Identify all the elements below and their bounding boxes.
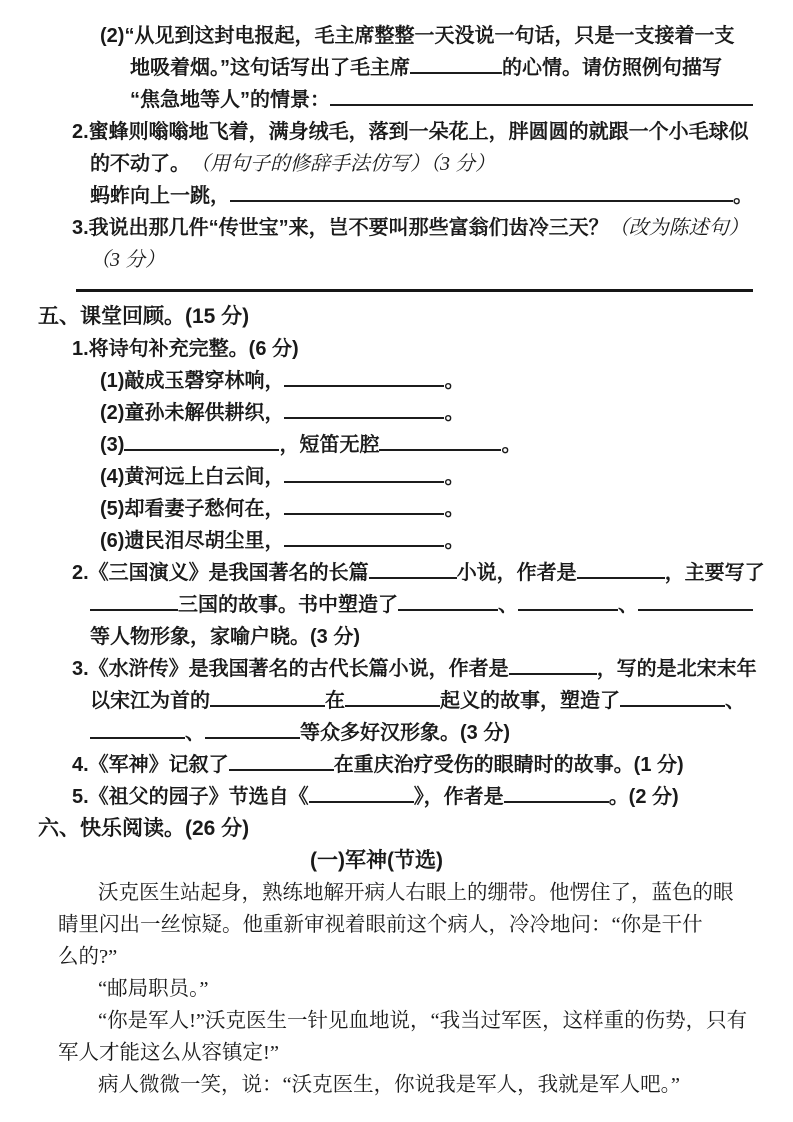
answer-blank[interactable] <box>284 497 444 515</box>
question-text: (4)黄河远上白云间， <box>100 466 285 488</box>
question-text: 在重庆治疗受伤的眼睛时的故事。(1 分) <box>333 754 684 776</box>
question-text: 5.《祖父的园子》节选自《 <box>72 786 309 808</box>
text-line <box>0 212 753 244</box>
question-text: 。 <box>444 466 465 488</box>
answer-blank[interactable] <box>284 369 444 387</box>
answer-blank[interactable] <box>509 657 597 675</box>
text-line <box>0 557 765 589</box>
question-text: 、 <box>185 722 205 744</box>
question-text: ，写的是北宋末年 <box>596 658 757 680</box>
question-text: 3.我说出那几件“传世宝”来，岂不要叫那些富翁们齿冷三天？ <box>72 217 609 239</box>
answer-blank[interactable] <box>620 689 725 707</box>
question-text: 五、课堂回顾。(15 分) <box>38 305 250 328</box>
text-line <box>0 397 753 429</box>
answer-blank[interactable] <box>309 785 414 803</box>
section-heading <box>0 813 753 845</box>
answer-blank[interactable] <box>90 593 178 611</box>
answer-blank[interactable] <box>638 593 753 611</box>
answer-blank[interactable] <box>410 56 502 74</box>
text-line <box>0 621 753 653</box>
question-text: 。 <box>733 185 753 207</box>
instruction-note: （用句子的修辞手法仿写）（3 分） <box>190 153 495 175</box>
question-text: (一)军神(节选) <box>310 849 443 872</box>
question-text: 军人才能这么从容镇定!” <box>58 1042 279 1064</box>
text-line <box>0 493 753 525</box>
question-text: 起义的故事，塑造了 <box>440 690 620 712</box>
text-line <box>0 909 753 941</box>
text-line <box>0 116 753 148</box>
answer-blank[interactable] <box>229 753 334 771</box>
question-text: 。 <box>444 530 465 552</box>
question-text: 蚂蚱向上一跳， <box>90 185 230 207</box>
text-line <box>0 877 753 909</box>
text-line <box>0 973 753 1005</box>
question-text: 么的?” <box>58 946 118 968</box>
answer-blank[interactable] <box>330 88 753 106</box>
question-text: 睛里闪出一丝惊疑。他重新审视着眼前这个病人，冷冷地问：“你是干什 <box>58 914 703 936</box>
question-text: 在 <box>325 690 345 712</box>
text-line <box>0 589 753 621</box>
question-text: “你是军人!”沃克医生一针见血地说，“我当过军医，这样重的伤势，只有 <box>98 1010 748 1032</box>
exam-content <box>0 20 765 1101</box>
text-line <box>0 180 753 212</box>
text-line <box>0 749 753 781</box>
text-line <box>0 653 757 685</box>
answer-blank[interactable] <box>230 184 733 202</box>
text-line <box>0 429 753 461</box>
question-text: 沃克医生站起身，熟练地解开病人右眼上的绷带。他愣住了，蓝色的眼 <box>98 882 734 904</box>
question-text: 。(2 分) <box>608 786 679 808</box>
text-line <box>0 20 753 52</box>
section-divider <box>76 289 753 292</box>
answer-blank[interactable] <box>90 721 185 739</box>
question-text: ，主要写了 <box>664 562 765 584</box>
text-line <box>0 1069 753 1101</box>
question-text: (5)却看妻子愁何在， <box>100 498 285 520</box>
question-text: 以宋江为首的 <box>90 690 210 712</box>
question-text: (1)敲成玉磬穿林响， <box>100 370 285 392</box>
answer-blank[interactable] <box>577 561 665 579</box>
answer-blank[interactable] <box>284 465 444 483</box>
question-text: 4.《军神》记叙了 <box>72 754 229 776</box>
answer-blank[interactable] <box>210 689 325 707</box>
answer-blank[interactable] <box>379 433 501 451</box>
text-line <box>0 1005 753 1037</box>
question-text: (2)“从见到这封电报起，毛主席整整一天没说一句话，只是一支接着一支 <box>100 25 735 47</box>
question-text: 的不动了。 <box>90 153 190 175</box>
passage-title <box>0 845 753 877</box>
answer-blank[interactable] <box>504 785 609 803</box>
text-line <box>0 333 753 365</box>
question-text: 三国的故事。书中塑造了 <box>178 594 398 616</box>
instruction-note: （3 分） <box>90 249 165 271</box>
question-text: 地吸着烟。”这句话写出了毛主席 <box>130 57 410 79</box>
section-heading <box>0 301 753 333</box>
question-text: 等众多好汉形象。(3 分) <box>300 722 510 744</box>
text-line <box>0 365 753 397</box>
question-text: 、 <box>725 690 745 712</box>
question-text: 病人微微一笑，说：“沃克医生，你说我是军人，我就是军人吧。” <box>98 1074 680 1096</box>
question-text: 》，作者是 <box>413 786 504 808</box>
answer-blank[interactable] <box>124 433 279 451</box>
text-line <box>0 461 753 493</box>
question-text: 等人物形象，家喻户晓。(3 分) <box>90 626 360 648</box>
question-text: (2)童孙未解供耕织， <box>100 402 285 424</box>
question-text: 2.《三国演义》是我国著名的长篇 <box>72 562 369 584</box>
question-text: 。 <box>444 402 465 424</box>
question-text: 六、快乐阅读。(26 分) <box>38 817 250 840</box>
text-line <box>0 781 753 813</box>
answer-blank[interactable] <box>398 593 498 611</box>
question-text: “焦急地等人”的情景： <box>130 89 330 111</box>
answer-blank[interactable] <box>205 721 300 739</box>
text-line <box>0 525 753 557</box>
question-text: 。 <box>444 370 465 392</box>
question-text: (3) <box>100 434 125 456</box>
question-text: 、 <box>618 594 638 616</box>
text-line <box>0 84 753 116</box>
answer-blank[interactable] <box>284 401 444 419</box>
text-line <box>0 148 753 180</box>
text-line <box>0 244 753 276</box>
question-text: (6)遗民泪尽胡尘里， <box>100 530 285 552</box>
answer-blank[interactable] <box>518 593 618 611</box>
answer-blank[interactable] <box>369 561 457 579</box>
question-text: 小说，作者是 <box>456 562 577 584</box>
question-text: 3.《水浒传》是我国著名的古代长篇小说，作者是 <box>72 658 509 680</box>
text-line <box>0 717 753 749</box>
text-line <box>0 685 753 717</box>
question-text: 2.蜜蜂则嗡嗡地飞着，满身绒毛，落到一朵花上，胖圆圆的就跟一个小毛球似 <box>72 121 749 143</box>
question-text: 的心情。请仿照例句描写 <box>502 57 722 79</box>
question-text: 。 <box>444 498 465 520</box>
text-line <box>0 1037 753 1069</box>
question-text: “邮局职员。” <box>98 978 209 1000</box>
question-text: 、 <box>498 594 518 616</box>
text-line <box>0 52 753 84</box>
question-text: ，短笛无腔 <box>279 434 380 456</box>
answer-blank[interactable] <box>345 689 440 707</box>
question-text: 1.将诗句补充完整。(6 分) <box>72 338 299 360</box>
instruction-note: （改为陈述句） <box>608 217 749 239</box>
question-text: 。 <box>501 434 522 456</box>
text-line <box>0 941 753 973</box>
answer-blank[interactable] <box>284 529 444 547</box>
